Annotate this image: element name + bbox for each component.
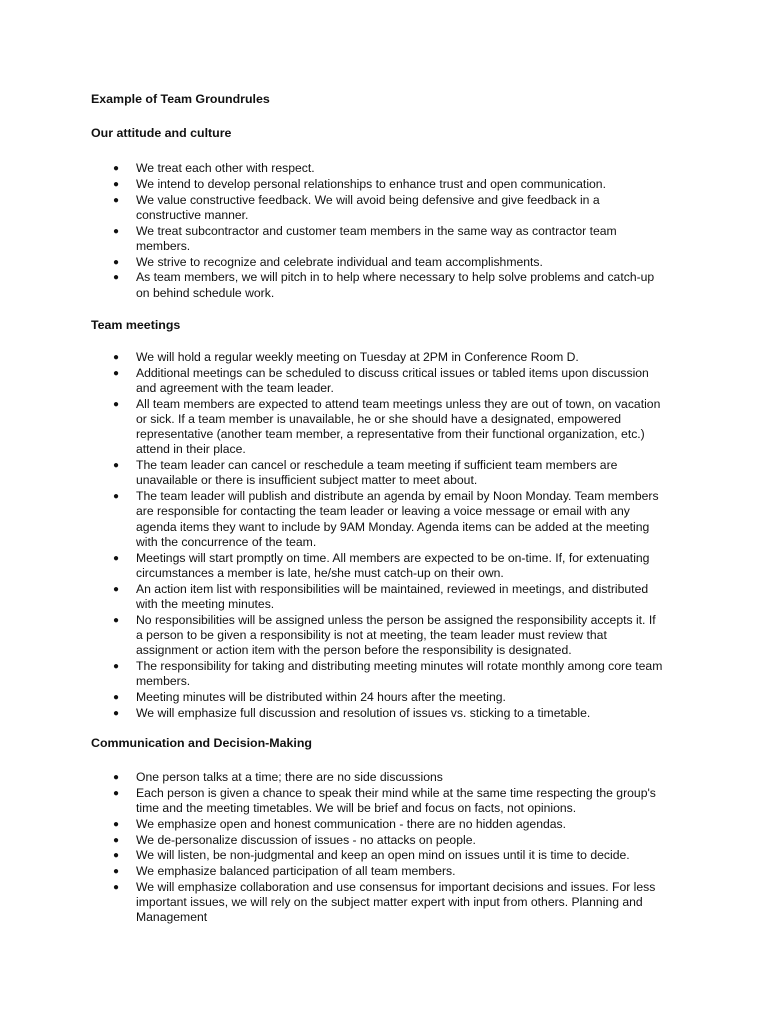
document-title: Example of Team Groundrules — [91, 92, 270, 106]
bullet-list-communication-decision-making — [0, 770, 768, 926]
list-item: ● We treat subcontractor and customer team members in the same way as contractor team members. — [113, 223, 617, 253]
list-item: ● An action item list with responsibilities will be maintained, reviewed in meetings, and distributed with the meeting minutes. — [113, 581, 649, 611]
list-item: ● The responsibility for taking and distributing meeting minutes will rotate monthly among core team members. — [113, 658, 663, 689]
list-item: ● Meeting minutes will be distributed within 24 hours after the meeting. — [113, 689, 506, 704]
bullet-icon: ● — [113, 460, 120, 472]
bullet-icon: ● — [113, 787, 120, 799]
list-item: ● We treat each other with respect. — [113, 161, 315, 175]
section-heading-attitude-culture: Our attitude and culture — [91, 126, 232, 140]
bullet-icon: ● — [113, 583, 120, 595]
bullet-icon: ● — [113, 614, 120, 626]
list-item: ● Additional meetings can be scheduled to discuss critical issues or tabled items upon discussion and agreement with the team leader. — [113, 365, 649, 395]
bullet-icon: ● — [113, 707, 120, 719]
list-item: ● We emphasize open and honest communication - there are no hidden agendas. — [113, 816, 567, 831]
list-item: ● We will hold a regular weekly meeting on Tuesday at 2PM in Conference Room D. — [113, 350, 579, 364]
list-item: ● We will emphasize collaboration and use consensus for important decisions and issues. For less important issues, we will rely on the subject matter expert with input from others. Planning and Management — [113, 879, 656, 925]
list-item: ● One person talks at a time; there are no side discussions — [113, 770, 443, 784]
bullet-icon: ● — [113, 866, 120, 878]
list-item: ● We value constructive feedback. We will avoid being defensive and give feedback in a constructive manner. — [113, 192, 600, 222]
bullet-icon: ● — [113, 398, 120, 410]
list-item: ● As team members, we will pitch in to help where necessary to help solve problems and catch-up on behind schedule work. — [113, 270, 655, 300]
bullet-list-attitude-culture — [0, 161, 768, 301]
section-heading-team-meetings: Team meetings — [91, 318, 181, 332]
bullet-icon: ● — [113, 163, 120, 174]
section-heading-communication-decision-making: Communication and Decision-Making — [91, 736, 312, 750]
list-item: ● The team leader can cancel or reschedule a team meeting if sufficient team members are unavailable or there is insufficient subject matter to meet about. — [113, 458, 618, 488]
list-item: ● No responsibilities will be assigned unless the person be assigned the responsibility accepts it. If a person to be given a responsibility is not at meeting, the team leader must review that assignment or action item with the person before the responsibility is designated. — [113, 612, 656, 658]
bullet-icon: ● — [113, 272, 120, 284]
list-item: ● We de-personalize discussion of issues - no attacks on people. — [113, 832, 476, 847]
bullet-icon: ● — [113, 818, 120, 830]
bullet-icon: ● — [113, 834, 120, 846]
list-item: ● We strive to recognize and celebrate individual and team accomplishments. — [113, 254, 543, 269]
bullet-icon: ● — [113, 772, 120, 783]
bullet-icon: ● — [113, 352, 120, 363]
bullet-icon: ● — [113, 178, 120, 190]
bullet-icon: ● — [113, 194, 120, 206]
bullet-icon: ● — [113, 691, 120, 703]
bullet-icon: ● — [113, 660, 120, 672]
list-item: ● We intend to develop personal relationships to enhance trust and open communication. — [113, 176, 606, 191]
bullet-icon: ● — [113, 367, 120, 379]
bullet-icon: ● — [113, 850, 120, 862]
bullet-icon: ● — [113, 256, 120, 268]
bullet-icon: ● — [113, 881, 120, 893]
bullet-list-team-meetings — [0, 350, 768, 721]
bullet-icon: ● — [113, 552, 120, 564]
list-item: ● All team members are expected to attend team meetings unless they are out of town, on vacation or sick. If a team member is unavailable, he or she should have a designated, empowered representative (another team member, a representative from their functional organization, etc.) attend in their place. — [113, 396, 661, 457]
list-item: ● We will listen, be non-judgmental and keep an open mind on issues until it is time to decide. — [113, 848, 630, 863]
list-item: ● We emphasize balanced participation of all team members. — [113, 864, 456, 879]
list-item: ● We will emphasize full discussion and resolution of issues vs. sticking to a timetable. — [113, 705, 591, 720]
bullet-icon: ● — [113, 491, 120, 503]
list-item: ● Each person is given a chance to speak their mind while at the same time respecting the group's time and the meeting timetables. We will be brief and focus on facts, not opinions. — [113, 785, 656, 815]
bullet-icon: ● — [113, 225, 120, 237]
list-item: ● The team leader will publish and distribute an agenda by email by Noon Monday. Team members are responsible for contacting the team leader or leaving a voice message or email with any agenda items they want to include by 9AM Monday. Agenda items can be added at the meeting with the concurrence of the team. — [113, 489, 659, 549]
list-item: ● Meetings will start promptly on time. All members are expected to be on-time. If, for extenuating circumstances a member is late, he/she must catch-up on their own. — [113, 550, 650, 580]
